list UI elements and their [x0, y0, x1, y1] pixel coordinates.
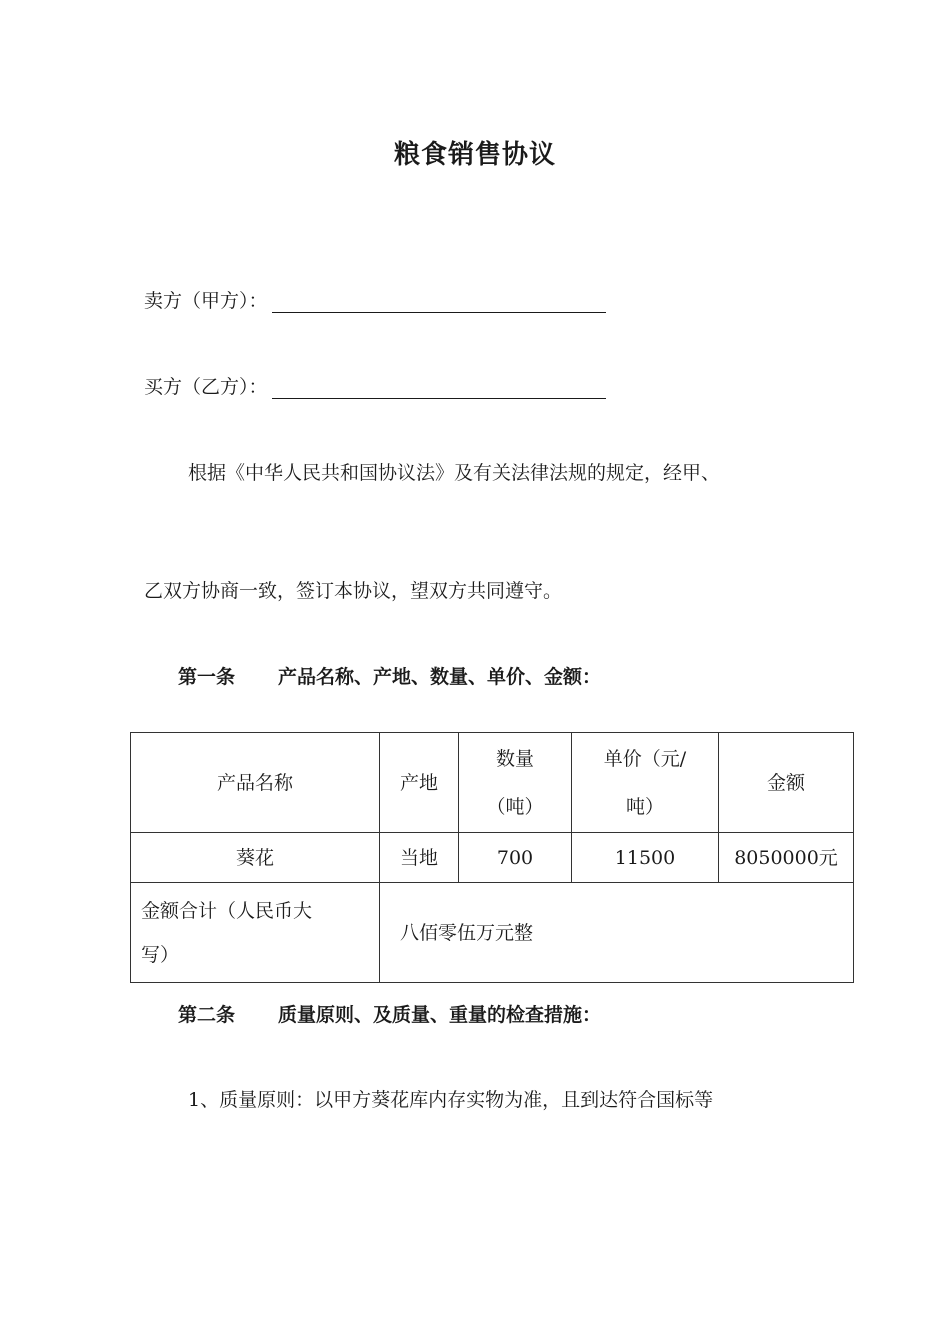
row-price: 11500: [572, 833, 719, 883]
header-qty-line2: （吨）: [486, 795, 544, 818]
header-price-line2: 吨）: [625, 795, 664, 818]
seller-label: 卖方（甲方）：: [144, 290, 268, 312]
intro-line-1: 根据《中华人民共和国协议法》及有关法律法规的规定，经甲、: [188, 462, 721, 484]
seller-line: [144, 286, 606, 313]
header-amount: 金额: [719, 733, 854, 833]
row-origin: 当地: [380, 833, 459, 883]
total-label: [131, 883, 380, 983]
header-qty: [459, 733, 572, 833]
document-title: 粮食销售协议: [393, 140, 556, 170]
row-amount: 8050000元: [719, 833, 854, 883]
table-row: [131, 833, 854, 883]
buyer-blank[interactable]: [272, 380, 606, 399]
article-2-number: 第二条: [178, 1004, 236, 1026]
article-1-title: 产品名称、产地、数量、单价、金额：: [278, 666, 602, 688]
table-total-row: [131, 883, 854, 983]
header-qty-line1: 数量: [495, 747, 534, 770]
intro-line-2: 乙双方协商一致，签订本协议，望双方共同遵守。: [144, 580, 563, 602]
buyer-line: [144, 372, 606, 399]
article-2-heading: [178, 1000, 601, 1027]
header-origin: 产地: [380, 733, 459, 833]
header-name: 产品名称: [131, 733, 380, 833]
row-qty: 700: [459, 833, 572, 883]
total-label-line1: 金额合计（人民币大: [141, 899, 313, 922]
total-label-line2: 写）: [141, 943, 180, 966]
seller-blank[interactable]: [272, 294, 606, 313]
clause-1: 1、质量原则：以甲方葵花库内存实物为准，且到达符合国标等: [188, 1089, 714, 1111]
table-header-row: [131, 733, 854, 833]
buyer-label: 买方（乙方）：: [144, 376, 268, 398]
row-name: 葵花: [131, 833, 380, 883]
product-table: [130, 732, 854, 983]
article-1-number: 第一条: [178, 666, 236, 688]
header-price-line1: 单价（元/: [603, 747, 687, 770]
article-2-title: 质量原则、及质量、重量的检查措施：: [278, 1004, 602, 1026]
header-price: [572, 733, 719, 833]
article-1-heading: [178, 662, 601, 689]
total-value: 八佰零伍万元整: [380, 883, 854, 983]
